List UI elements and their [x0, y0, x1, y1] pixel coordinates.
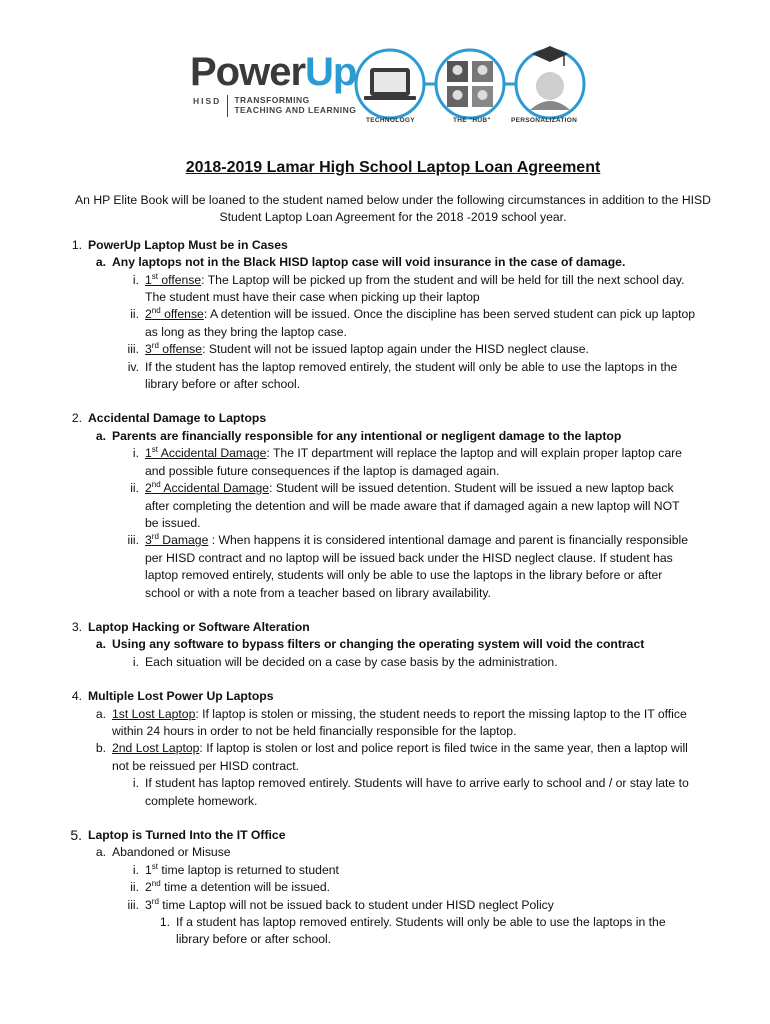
list-item: ii. 2nd offense: A detention will be issued. Once the discipline has been served student can pick up laptop as long as they bring the laptop case. [130, 306, 696, 339]
list-item: ii. 2nd time a detention will be issued. [130, 879, 331, 895]
hub-caption: THE "HUB" [453, 117, 491, 124]
laptop-icon [356, 50, 424, 118]
list-item: b. 2nd Lost Laptop: If laptop is stolen or lost and police report is filed twice in the same year, then a laptop will not be reissued per HISD contract. [95, 741, 688, 773]
list-item: 1. If a student has laptop removed entirely. Students will only be able to use the laptops in the library before or after school. [159, 915, 666, 947]
list-item: i. 1st offense: The Laptop will be picked up from the student and will be held for till the next school day. The student must have their case when picking up their laptop [132, 271, 685, 305]
list-item: iv. If the student has the laptop removed entirely, the student will only be able to use the laptops in the library before or after school. [127, 359, 678, 392]
list-item: i. 1st time laptop is returned to student [132, 861, 339, 877]
list-item: iii. 3rd Damage : When happens it is considered intentional damage and parent is financially responsible per HISD contract and no laptop will be issued back under the HISD neglect clause. If student has laptop removed entirely, students will only be able to use the laptops in the library before or after school or with a note from a teacher based on library availability. [127, 532, 689, 600]
section-heading: Multiple Lost Power Up Laptops [88, 689, 274, 704]
section-heading: Laptop is Turned Into the IT Office [88, 828, 286, 842]
list-item: i. 1st Accidental Damage: The IT department will replace the laptop and will explain proper laptop care and possible future consequences if the laptop is damaged again. [132, 445, 682, 478]
list-item: a. 1st Lost Laptop: If laptop is stolen or missing, the student needs to report the missing laptop to the IT office within 24 hours in order to not be held financially responsible for the laptop. [95, 706, 687, 738]
people-grid-icon [436, 50, 504, 118]
section-heading: PowerUp Laptop Must be in Cases [88, 237, 288, 252]
section-4: 4. Multiple Lost Power Up Laptops a. 1st Lost Laptop: If laptop is stolen or missing, the student needs to report the missing laptop to the IT office within 24 hours in order to not be held financially responsible for the laptop. b. 2nd Lost Laptop: If laptop is stolen or lost and police report is filed twice in the same year, then a laptop will not be reissued per HISD contract. i. If student has laptop removed entirely. Students will have to arrive early to school and / or stay late to complete homework. [48, 688, 738, 810]
section-2: 2. Accidental Damage to Laptops a. Parents are financially responsible for any intentional or negligent damage to the laptop i. 1st Accidental Damage: The IT department will replace the laptop and will explain proper laptop care and possible future consequences if the laptop is damaged again. ii. 2nd Accidental Damage: Student will be issued detention. Student will be issued a new laptop back after completing the detention and will be made aware that if damaged again a new laptop will NOT be issued. iii. 3rd Damage : When happens it is considered intentional damage and parent is financially responsible per HISD contract and no laptop will be issued back under the HISD neglect clause. If student has laptop removed entirely, students will only be able to use the laptops in the library before or after school or with a note from a teacher based on library availability. [48, 410, 738, 601]
intro-paragraph: An HP Elite Book will be loaned to the student named below under the following circumstances in addition to the HISD Student Laptop Loan Agreement for the 2018 -2019 school year. [75, 193, 711, 225]
graduate-icon [516, 46, 584, 118]
page-title: 2018-2019 Lamar High School Laptop Loan Agreement [185, 159, 601, 176]
section-1: 1. PowerUp Laptop Must be in Cases a. Any laptops not in the Black HISD laptop case will void insurance in the case of damage. i. 1st offense: The Laptop will be picked up from the student and will be held for till the next school day. The student must have their case when picking up their laptop ii. 2nd offense: A detention will be issued. Once the discipline has been served student can pick up laptop as long as they bring the laptop case. iii. 3rd offense: Student will not be issued laptop again under the HISD neglect clause. iv. If the student has the laptop removed entirely, the student will only be able to use the laptops in the library before or after school. [48, 237, 738, 394]
list-item: ii. 2nd Accidental Damage: Student will be issued detention. Student will be issued a new laptop back after completing the detention and will be made aware that if damaged again a new laptop will NOT be issued. [130, 480, 680, 530]
list-item: i. Each situation will be decided on a case by case basis by the administration. [132, 654, 558, 669]
section-heading: Laptop Hacking or Software Alteration [88, 619, 310, 634]
logo-graphic [350, 40, 590, 120]
technology-caption: TECHNOLOGY [366, 117, 415, 124]
logo-tagline: HISD TRANSFORMING TEACHING AND LEARNING [193, 95, 357, 115]
section-heading: Accidental Damage to Laptops [88, 411, 267, 426]
agreement-document [48, 150, 738, 966]
list-item: iii. 3rd time Laptop will not be issued back to student under HISD neglect Policy [127, 896, 554, 912]
list-item: iii. 3rd offense: Student will not be issued laptop again under the HISD neglect clause. [127, 341, 589, 357]
powerup-header [0, 0, 770, 140]
section-5: 5. Laptop is Turned Into the IT Office a. Abandoned or Misuse i. 1st time laptop is returned to student ii. 2nd time a detention will be issued. iii. 3rd time Laptop will not be issued back to student under HISD neglect Policy 1. If a student has laptop removed entirely. Students will only be able to use the laptops in the library before or after school. [48, 827, 738, 949]
personalization-caption: PERSONALIZATION [511, 117, 578, 124]
powerup-logo: PowerUp [190, 50, 357, 94]
list-item: i. If student has laptop removed entirely. Students will have to arrive early to school and / or stay late to complete homework. [132, 776, 689, 808]
section-3: 3. Laptop Hacking or Software Alteration a. Using any software to bypass filters or changing the operating system will void the contract i. Each situation will be decided on a case by case basis by the administration. [48, 619, 738, 671]
